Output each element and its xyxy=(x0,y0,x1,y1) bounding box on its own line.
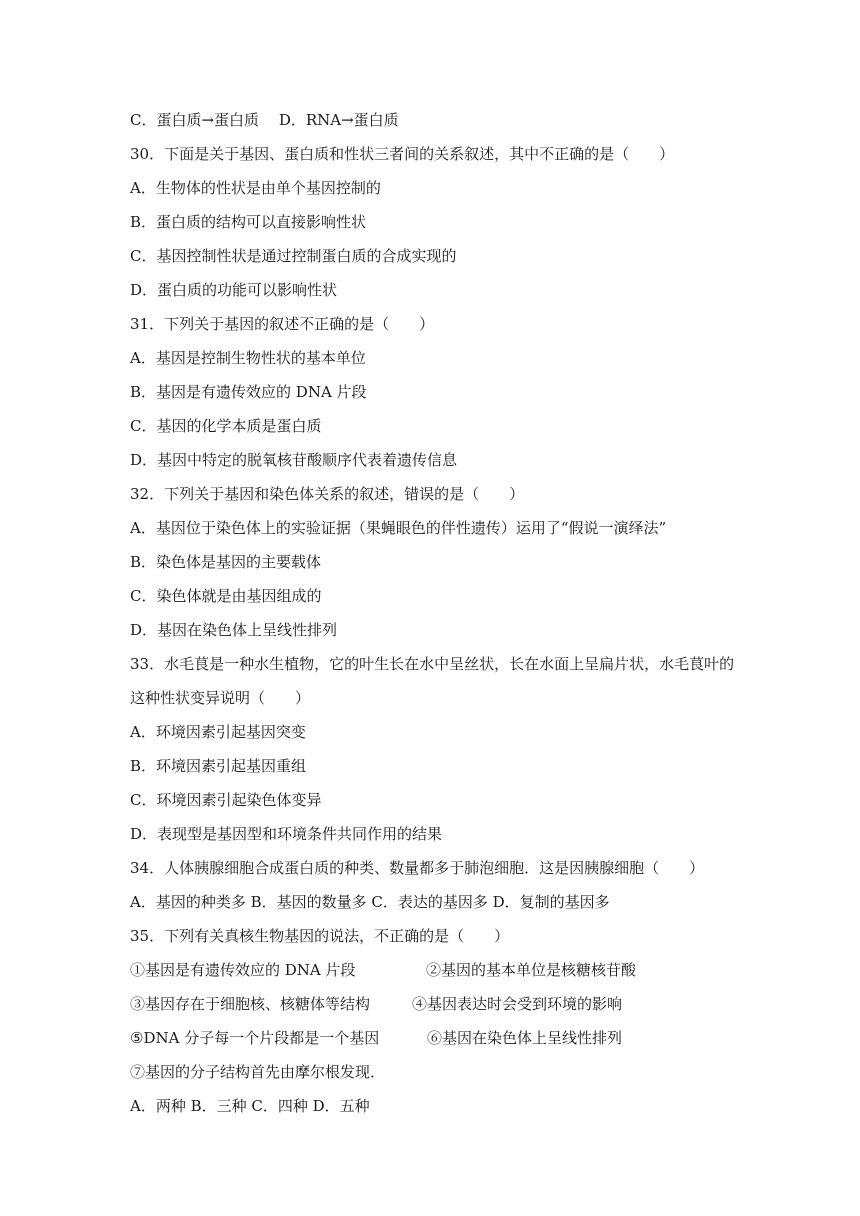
q31-stem: 31．下列关于基因的叙述不正确的是（ ） xyxy=(130,315,435,333)
q35-statement-6: ⑥基因在染色体上呈线性排列 xyxy=(427,1029,623,1047)
exam-page xyxy=(130,103,770,1123)
q34-stem: 34．人体胰腺细胞合成蛋白质的种类、数量都多于肺泡细胞．这是因胰腺细胞（ ） xyxy=(130,859,705,877)
q35-statement-2: ②基因的基本单位是核糖核苷酸 xyxy=(426,961,637,979)
q33-option-a: A．环境因素引起基因突变 xyxy=(130,723,306,741)
q32-option-a: A．基因位于染色体上的实验证据（果蝇眼色的伴性遗传）运用了“假说一演绎法” xyxy=(130,519,667,537)
q35-statement-row-2 xyxy=(130,987,770,1021)
q35-statement-row-3 xyxy=(130,1021,770,1055)
q30-option-c: C．基因控制性状是通过控制蛋白质的合成实现的 xyxy=(130,247,457,265)
q35-options: A．两种 B．三种 C．四种 D．五种 xyxy=(130,1097,370,1115)
q32-option-b: B．染色体是基因的主要载体 xyxy=(130,553,322,571)
q35-statement-4: ④基因表达时会受到环境的影响 xyxy=(412,995,623,1013)
q31-option-b: B．基因是有遗传效应的 DNA 片段 xyxy=(130,383,367,401)
q33-option-b: B．环境因素引起基因重组 xyxy=(130,757,307,775)
q35-statement-row-1 xyxy=(130,953,770,987)
q31-option-c: C．基因的化学本质是蛋白质 xyxy=(130,417,322,435)
q30-stem: 30．下面是关于基因、蛋白质和性状三者间的关系叙述，其中不正确的是（ ） xyxy=(130,145,675,163)
q35-statement-3: ③基因存在于细胞核、核糖体等结构 xyxy=(130,995,371,1013)
q33-stem-line1: 33．水毛茛是一种水生植物，它的叶生长在水中呈丝状，长在水面上呈扁片状，水毛茛叶的 xyxy=(130,655,735,673)
q31-option-a: A．基因是控制生物性状的基本单位 xyxy=(130,349,366,367)
q32-option-c: C．染色体就是由基因组成的 xyxy=(130,587,322,605)
q33-stem-line2: 这种性状变异说明（ ） xyxy=(130,689,311,707)
q35-statement-5: ⑤DNA 分子每一个片段都是一个基因 xyxy=(130,1029,380,1047)
q30-option-b: B．蛋白质的结构可以直接影响性状 xyxy=(130,213,367,231)
q35-statement-1: ①基因是有遗传效应的 DNA 片段 xyxy=(130,961,356,979)
q33-option-d: D．表现型是基因型和环境条件共同作用的结果 xyxy=(130,825,443,843)
q32-option-d: D．基因在染色体上呈线性排列 xyxy=(130,621,338,639)
q35-stem: 35．下列有关真核生物基因的说法，不正确的是（ ） xyxy=(130,927,510,945)
q30-option-d: D．蛋白质的功能可以影响性状 xyxy=(130,281,338,299)
q33-option-c: C．环境因素引起染色体变异 xyxy=(130,791,322,809)
q31-option-d: D．基因中特定的脱氧核苷酸顺序代表着遗传信息 xyxy=(130,451,458,469)
q30-option-a: A．生物体的性状是由单个基因控制的 xyxy=(130,179,381,197)
q29-options: C．蛋白质→蛋白质 D．RNA→蛋白质 xyxy=(130,111,399,129)
q32-stem: 32．下列关于基因和染色体关系的叙述，错误的是（ ） xyxy=(130,485,525,503)
q35-statement-7: ⑦基因的分子结构首先由摩尔根发现． xyxy=(130,1063,386,1081)
q34-options: A．基因的种类多 B．基因的数量多 C．表达的基因多 D．复制的基因多 xyxy=(130,893,610,911)
